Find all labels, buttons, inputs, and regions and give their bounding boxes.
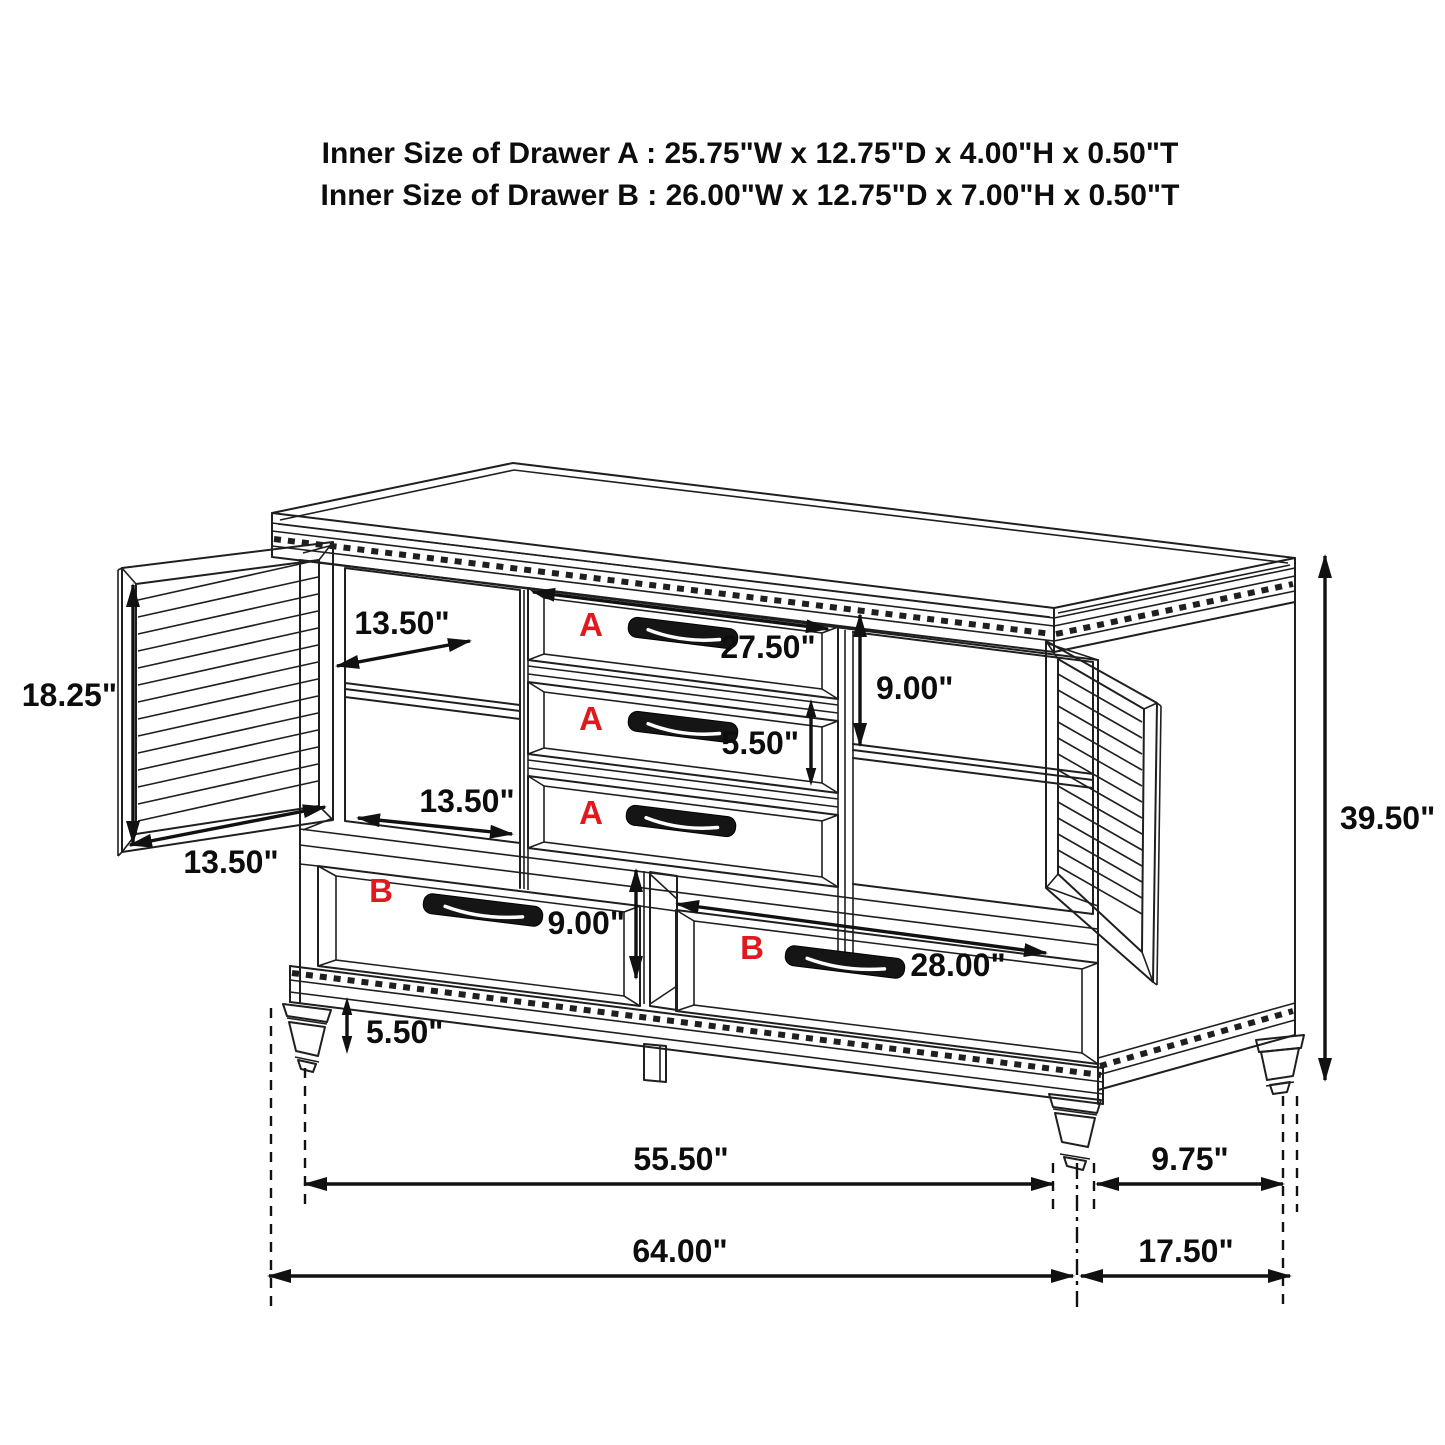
overall-width-label: 64.00"	[632, 1233, 728, 1269]
right-door-louvers	[1058, 674, 1142, 914]
drawer-a-inner-size-text: Inner Size of Drawer A : 25.75"W x 12.75"D x 4.00"H x 0.50"T	[321, 137, 1179, 170]
drawer-a1-letter: A	[579, 606, 603, 643]
header-note	[321, 137, 1180, 212]
door-height-label: 18.25"	[21, 677, 117, 713]
drawer-b-height-label: 9.00"	[547, 905, 625, 941]
drawer-b-right-letter: B	[740, 929, 764, 966]
drawer-a-height-label: 5.50"	[721, 725, 799, 761]
drawer-b-width-arrow	[677, 904, 1046, 953]
front-left-leg	[283, 1004, 331, 1072]
shelf-depth-label: 13.50"	[354, 605, 450, 641]
drawer-a2-letter: A	[579, 700, 603, 737]
dimension-labels	[22, 605, 1436, 1269]
right-opening-height-label: 9.00"	[876, 670, 954, 706]
opening-depth-label: 13.50"	[419, 783, 515, 819]
shelf-depth-arrow	[337, 641, 470, 666]
right-door	[1046, 641, 1161, 985]
drawer-a3-letter: A	[579, 794, 603, 831]
overall-depth-label: 17.50"	[1138, 1233, 1234, 1269]
right-side-panel	[1098, 602, 1295, 1090]
front-right-leg	[1049, 1094, 1101, 1170]
drawer-a-width-label: 27.50"	[720, 629, 816, 665]
drawer-b-inner-size-text: Inner Size of Drawer B : 26.00"W x 12.75"D x 7.00"H x 0.50"T	[320, 179, 1180, 212]
leg-span-depth-label: 9.75"	[1151, 1141, 1229, 1177]
left-door-louvers	[138, 560, 318, 821]
left-shelf	[345, 683, 520, 719]
leg-height-label: 5.50"	[366, 1014, 444, 1050]
overall-height-label: 39.50"	[1340, 800, 1436, 836]
drawer-b-width-label: 28.00"	[910, 947, 1006, 983]
leg-span-width-label: 55.50"	[633, 1141, 729, 1177]
door-width-label: 13.50"	[183, 844, 279, 880]
drawer-b-left-letter: B	[369, 872, 393, 909]
